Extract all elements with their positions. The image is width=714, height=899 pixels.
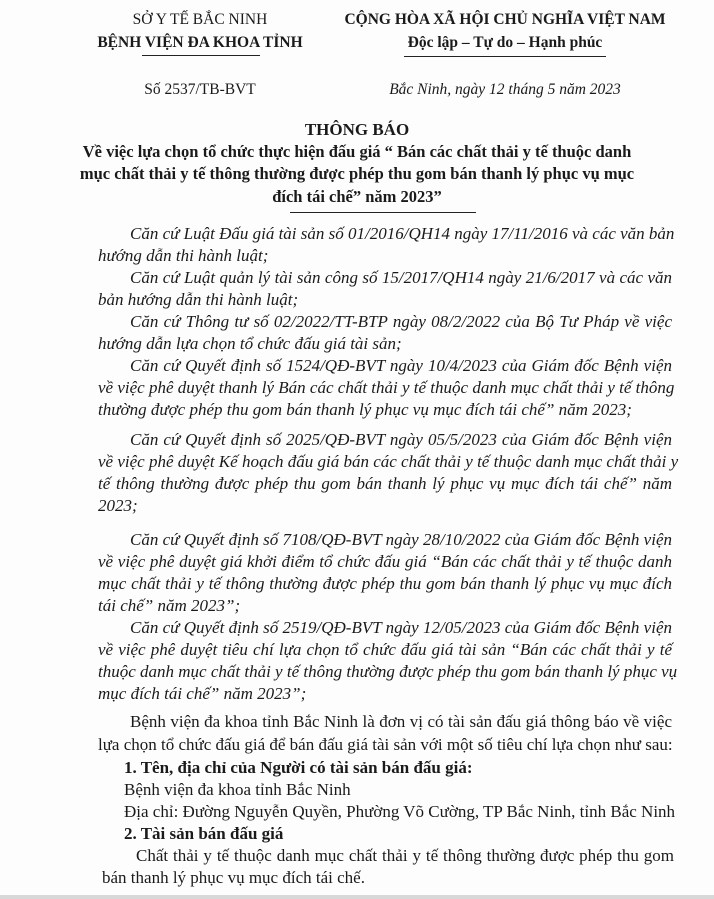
page-edge	[0, 895, 714, 899]
header-underline-right	[404, 56, 606, 57]
basis-line: về việc phê duyệt tiêu chí lựa chọn tổ chức đấu giá tài sản “Bán các chất thải y tế	[98, 640, 672, 659]
intro-line: Bệnh viện đa khoa tỉnh Bắc Ninh là đơn vị có tài sản đấu giá thông báo về việc	[130, 712, 672, 731]
asset-line: bán thanh lý phục vụ mục đích tái chế.	[102, 868, 365, 887]
subtitle-line: mục chất thải y tế thông thường được phép thu gom bán thanh lý phục vụ mục	[79, 164, 635, 183]
agency-name: SỞ Y TẾ BẮC NINH	[132, 11, 268, 28]
basis-line: thường được phép thu gom bán thanh lý phục vụ mục đích tái chế” năm 2023;	[98, 400, 632, 419]
basis-line: thuộc danh mục chất thải y tế thông thường được phép thu gom bán thanh lý phục vụ	[98, 662, 678, 681]
basis-line: hướng dẫn lựa chọn tổ chức đấu giá tài sản;	[98, 334, 402, 353]
basis-line: Căn cứ Quyết định số 1524/QĐ-BVT ngày 10/4/2023 của Giám đốc Bệnh viện	[130, 356, 672, 375]
national-title: CỘNG HÒA XÃ HỘI CHỦ NGHĨA VIỆT NAM	[344, 11, 666, 28]
basis-line: bản hướng dẫn thi hành luật;	[98, 290, 299, 309]
basis-line: về việc phê duyệt giá khởi điểm tổ chức đấu giá “Bán các chất thải y tế thuộc danh	[98, 552, 672, 571]
basis-line: mục đích tái chế” năm 2023”;	[98, 684, 307, 703]
basis-line: về việc phê duyệt thanh lý Bán các chất thải y tế thuộc danh mục chất thải y tế thông	[98, 378, 675, 397]
national-motto: Độc lập – Tự do – Hạnh phúc	[407, 34, 603, 51]
basis-line: Căn cứ Quyết định số 2025/QĐ-BVT ngày 05/5/2023 của Giám đốc Bệnh viện	[130, 430, 672, 449]
place-date: Bắc Ninh, ngày 12 tháng 5 năm 2023	[389, 81, 621, 98]
subtitle-line: Về việc lựa chọn tổ chức thực hiện đấu giá “ Bán các chất thải y tế thuộc danh	[82, 142, 632, 161]
basis-line: Căn cứ Quyết định số 7108/QĐ-BVT ngày 28/10/2022 của Giám đốc Bệnh viện	[130, 530, 672, 549]
subtitle-line: đích tái chế” năm 2023”	[272, 187, 442, 206]
basis-line: về việc phê duyệt Kế hoạch đấu giá bán các chất thải y tế thuộc danh mục chất thải y	[98, 452, 679, 471]
intro-line: lựa chọn tổ chức đấu giá để bán đấu giá tài sản với một số tiêu chí lựa chọn như sau:	[98, 735, 673, 754]
document-title: THÔNG BÁO	[304, 120, 410, 139]
section1-heading: 1. Tên, địa chỉ của Người có tài sản bán đấu giá:	[124, 758, 473, 777]
basis-line: Căn cứ Quyết định số 2519/QĐ-BVT ngày 12/05/2023 của Giám đốc Bệnh viện	[130, 618, 672, 637]
basis-line: mục chất thải y tế thông thường được phép thu gom bán thanh lý phục vụ mục đích	[98, 574, 672, 593]
document-number: Số 2537/TB-BVT	[144, 81, 256, 98]
basis-line: tế thông thường được phép thu gom bán thanh lý phục vụ mục đích tái chế” năm	[98, 474, 672, 493]
basis-line: Căn cứ Thông tư số 02/2022/TT-BTP ngày 08/2/2022 của Bộ Tư Pháp về việc	[130, 312, 672, 331]
basis-line: tái chế” năm 2023”;	[98, 596, 241, 615]
section2-heading: 2. Tài sản bán đấu giá	[124, 824, 284, 843]
asset-line: Chất thải y tế thuộc danh mục chất thải y tế thông thường được phép thu gom	[136, 846, 674, 865]
basis-line: Căn cứ Luật Đấu giá tài sản số 01/2016/QH14 ngày 17/11/2016 và các văn bản	[130, 224, 675, 243]
title-rule	[290, 212, 476, 213]
basis-line: Căn cứ Luật quản lý tài sản công số 15/2017/QH14 ngày 21/6/2017 và các văn	[130, 268, 672, 287]
hospital-name: BỆNH VIỆN ĐA KHOA TỈNH	[97, 34, 303, 51]
owner-address: Địa chỉ: Đường Nguyễn Quyền, Phường Võ Cường, TP Bắc Ninh, tỉnh Bắc Ninh	[124, 802, 676, 821]
basis-line: hướng dẫn thi hành luật;	[98, 246, 269, 265]
basis-line: 2023;	[98, 496, 138, 515]
owner-name: Bệnh viện đa khoa tỉnh Bắc Ninh	[124, 780, 351, 799]
header-underline-left	[142, 55, 260, 56]
